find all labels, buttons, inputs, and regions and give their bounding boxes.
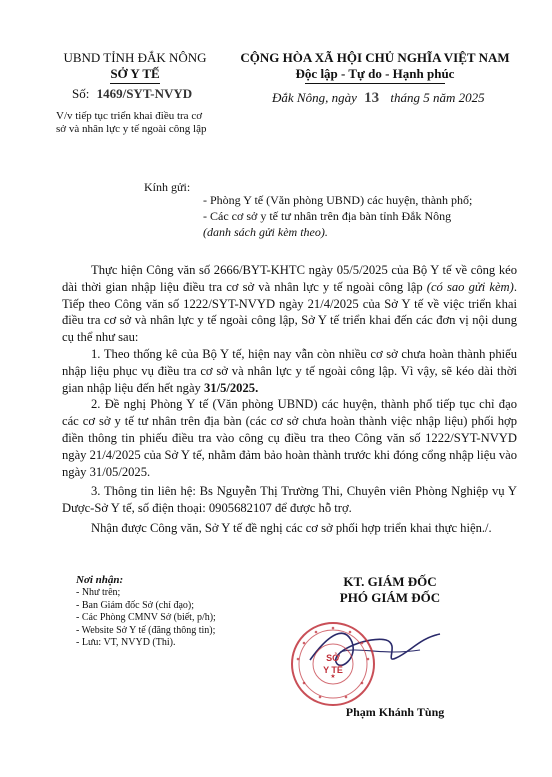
- noi-nhan-item: - Ban Giám đốc Sở (chỉ đạo);: [76, 599, 195, 611]
- paragraph-closing: Nhận được Công văn, Sở Y tế đề nghị các cơ sở phối hợp triển khai thực hiện./.: [91, 520, 492, 535]
- paragraph-item-2: 2. Đề nghị Phòng Y tế (Văn phòng UBND) các huyện, thành phố tiếp tục chỉ đạo các cơ sở y tế tư nhân trên địa bàn (các cơ sở chưa hoàn thành việc nhập liệu) phối hợp điền thông tin phiếu điều tra vào công cụ điều tra theo Công văn số 1222/SYT-NVYD ngày 21/4/2025 của Sở Y tế, nhằm đảm bảo hoàn thành trước khi đóng cổng nhập liệu vào ngày 31/05/2025.: [62, 397, 517, 479]
- country-name: CỘNG HÒA XÃ HỘI CHỦ NGHĨA VIỆT NAM: [240, 50, 510, 65]
- signer-name: Phạm Khánh Tùng: [345, 705, 445, 719]
- svg-text:SỞ: SỞ: [326, 653, 340, 663]
- recipient-line-3: (danh sách gửi kèm theo).: [203, 225, 328, 239]
- svg-text:Y TẾ: Y TẾ: [323, 665, 343, 675]
- stamp-icon: [290, 621, 376, 707]
- date-day: 13: [364, 90, 380, 106]
- svg-text:★: ★: [330, 674, 336, 680]
- agency-parent: UBND TỈNH ĐẮK NÔNG: [63, 50, 207, 65]
- noi-nhan-item: - Lưu: VT, NVYD (Thi).: [76, 637, 176, 648]
- p1-text-a: Thực hiện Công văn số 2666/BYT-KHTC ngày 05/5/2025 của Bộ Y tế về công kéo dài thời gian nhập liệu điều tra cơ sở và nhân lực y tế ngoài công lập: [62, 263, 517, 294]
- motto-underline: [305, 83, 445, 84]
- noi-nhan-label: Nơi nhận:: [76, 574, 124, 586]
- subject-line-2: sở và nhân lực y tế ngoài công lập: [56, 123, 207, 135]
- p1-text-italic: (có sao gửi kèm): [426, 279, 514, 294]
- recipients-label: Kính gửi:: [144, 180, 191, 194]
- sign-title-2: PHÓ GIÁM ĐỐC: [339, 590, 441, 605]
- document-body: [62, 262, 517, 537]
- number-value: 1469/SYT-NVYD: [96, 86, 193, 101]
- number-prefix: Số:: [72, 86, 90, 101]
- paragraph-item-3: 3. Thông tin liên hệ: Bs Nguyễn Thị Trường Thi, Chuyên viên Phòng Nghiệp vụ Y Dược-Sở Y tế, số điện thoại: 0905682107 để được hỗ trợ.: [62, 484, 517, 516]
- sign-title-1: KT. GIÁM ĐỐC: [343, 574, 437, 589]
- noi-nhan-item: - Như trên;: [76, 587, 121, 598]
- document-date: [272, 90, 522, 107]
- agency-name: SỞ Y TẾ: [110, 66, 160, 81]
- noi-nhan-item: - Các Phòng CMNV Sở (biết, p/h);: [76, 612, 216, 623]
- official-stamp: [290, 621, 376, 707]
- paragraph-intro: [62, 262, 517, 346]
- p1-text-c: . Tiếp theo Công văn số 1222/SYT-NVYD ngày 21/4/2025 của Sở Y tế về việc triển khai điều tra cơ sở và nhân lực y tế ngoài công lập, Sở Y tế triển khai đến các đơn vị nội dung cụ thể như sau:: [62, 279, 517, 345]
- date-suffix: tháng 5 năm 2025: [390, 90, 485, 105]
- paragraph-item-1: [62, 346, 517, 396]
- subject-line-1: V/v tiếp tục triển khai điều tra cơ: [56, 110, 203, 122]
- p2-text: 1. Theo thống kê của Bộ Y tế, hiện nay vẫn còn nhiều cơ sở chưa hoàn thành phiếu nhập liệu phục vụ điều tra cơ sở và nhân lực y tế ngoài công lập. Vì vậy, sẽ kéo dài thời gian nhập liệu đến hết ngày: [62, 346, 517, 395]
- recipient-line-1: - Phòng Y tế (Văn phòng UBND) các huyện, thành phố;: [203, 193, 473, 207]
- recipient-line-2: - Các cơ sở y tế tư nhân trên địa bàn tỉnh Đắk Nông: [203, 209, 452, 223]
- date-prefix: Đắk Nông, ngày: [272, 90, 357, 105]
- agency-underline: [110, 83, 160, 84]
- p2-deadline: 31/5/2025.: [204, 380, 259, 395]
- recipients-list: [76, 574, 276, 650]
- national-motto: Độc lập - Tự do - Hạnh phúc: [295, 66, 455, 81]
- noi-nhan-item: - Website Sở Y tế (đăng thông tin);: [76, 624, 216, 636]
- document-number: [72, 86, 242, 102]
